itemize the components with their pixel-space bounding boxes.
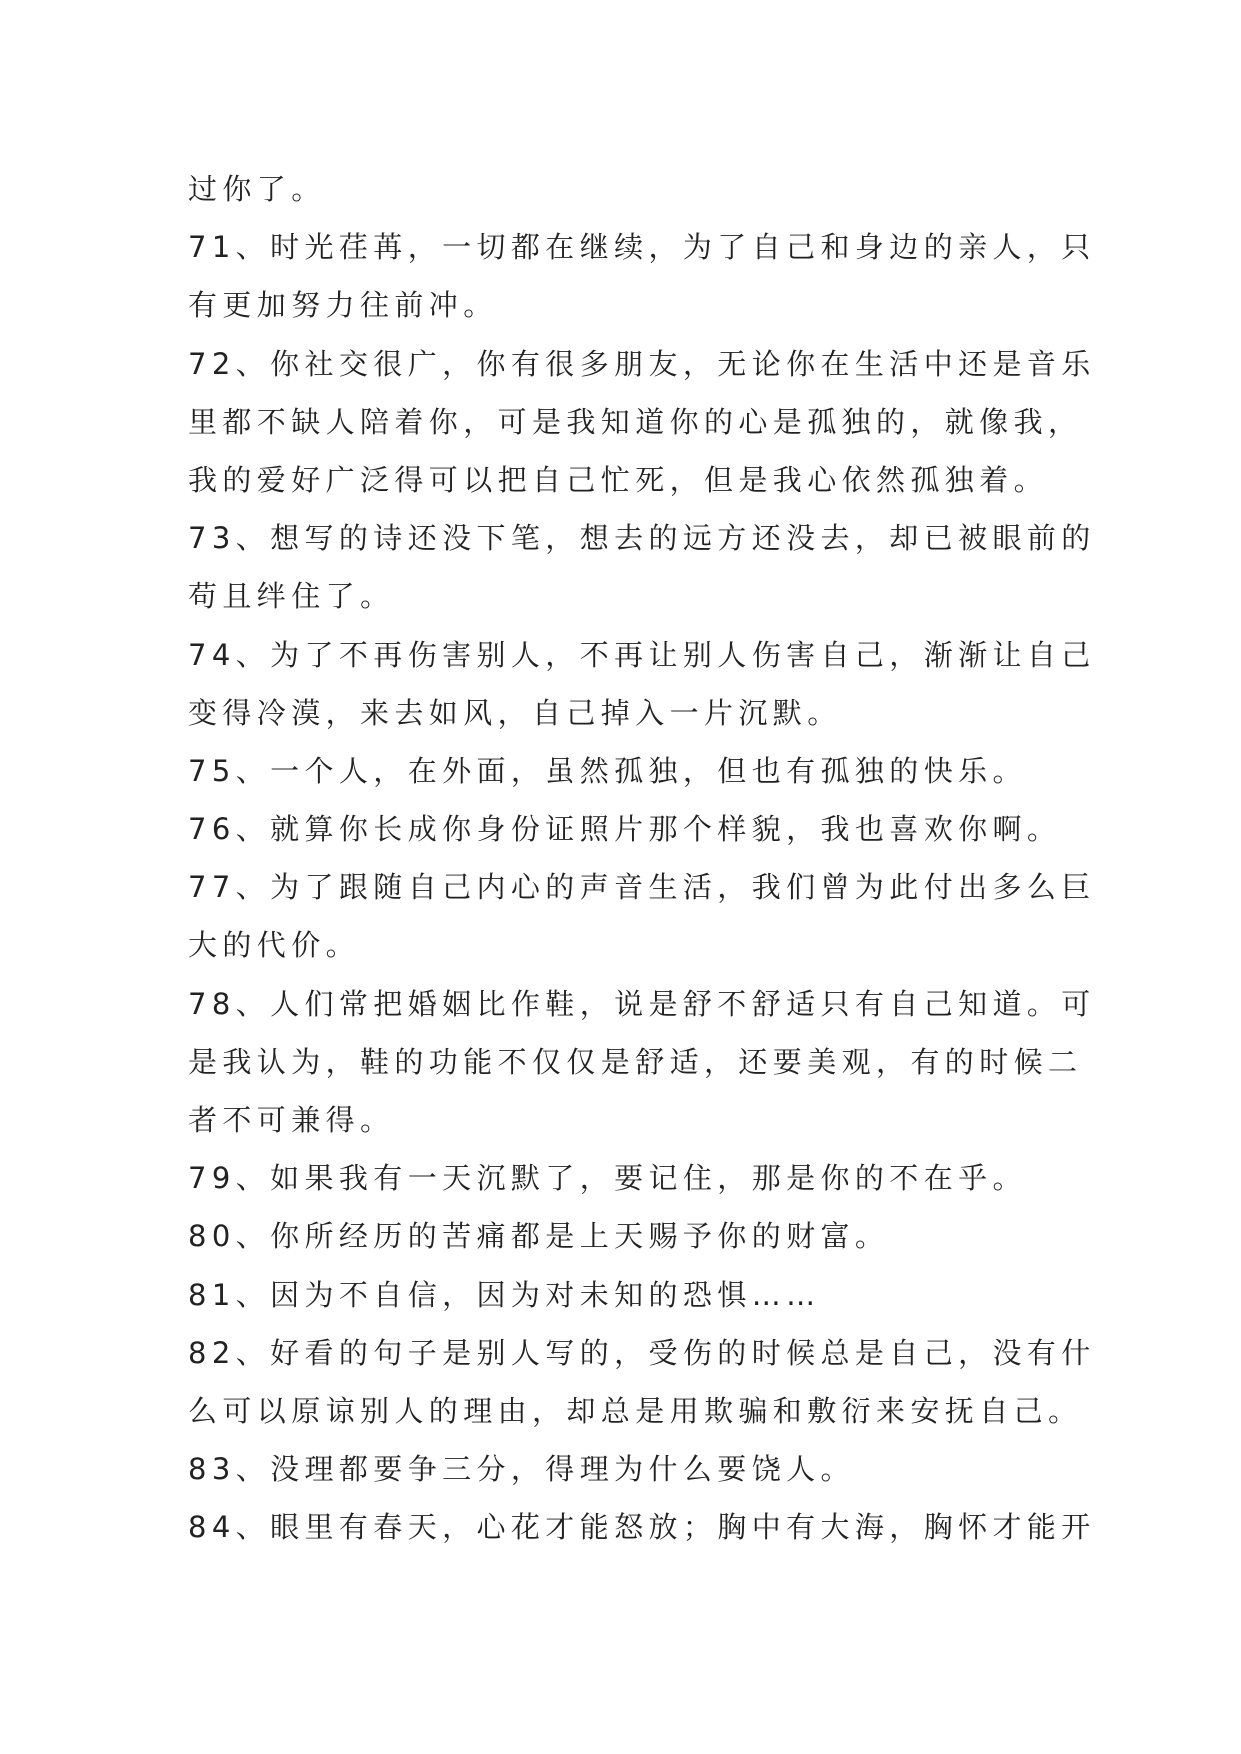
- text-line: 75、一个人，在外面，虽然孤独，但也有孤独的快乐。: [188, 753, 1027, 788]
- text-line: 72、你社交很广，你有很多朋友，无论你在生活中还是音乐: [188, 346, 1096, 381]
- text-line: 73、想写的诗还没下笔，想去的远方还没去，却已被眼前的: [188, 521, 1096, 556]
- text-line: 83、没理都要争三分，得理为什么要饶人。: [188, 1452, 855, 1487]
- text-line: 者不可兼得。: [188, 1103, 395, 1137]
- text-line: 里都不缺人陪着你，可是我知道你的心是孤独的，就像我，: [188, 404, 1083, 439]
- text-line: 80、你所经历的苦痛都是上天赐予你的财富。: [188, 1219, 890, 1254]
- text-line: 77、为了跟随自己内心的声音生活，我们曾为此付出多么巨: [188, 870, 1096, 905]
- text-line: 74、为了不再伤害别人，不再让别人伤害自己，渐渐让自己: [188, 637, 1096, 672]
- text-line: 78、人们常把婚姻比作鞋，说是舒不舒适只有自己知道。可: [188, 986, 1096, 1021]
- text-line: 有更加努力往前冲。: [188, 288, 498, 323]
- text-line: 84、眼里有春天，心花才能怒放；胸中有大海，胸怀才能开: [188, 1510, 1096, 1545]
- text-line: 变得冷漠，来去如风，自己掉入一片沉默。: [188, 695, 842, 730]
- text-line: 71、时光荏苒，一切都在继续，为了自己和身边的亲人，只: [188, 230, 1096, 265]
- text-line: 82、好看的句子是别人写的，受伤的时候总是自己，没有什: [188, 1335, 1096, 1370]
- document-text: [188, 160, 1096, 1557]
- text-line: 79、如果我有一天沉默了，要记住，那是你的不在乎。: [188, 1161, 1027, 1196]
- text-line: 81、因为不自信，因为对未知的恐惧……: [188, 1277, 821, 1312]
- text-line: 我的爱好广泛得可以把自己忙死，但是我心依然孤独着。: [188, 462, 1049, 497]
- text-line: 过你了。: [188, 172, 326, 206]
- text-line: 么可以原谅别人的理由，却总是用欺骗和敷衍来安抚自己。: [188, 1393, 1083, 1428]
- text-line: 是我认为，鞋的功能不仅仅是舒适，还要美观，有的时候二: [188, 1044, 1083, 1079]
- text-line: 大的代价。: [188, 928, 361, 963]
- text-line: 苟且绊住了。: [188, 579, 395, 614]
- text-line: 76、就算你长成你身份证照片那个样貌，我也喜欢你啊。: [188, 812, 1062, 847]
